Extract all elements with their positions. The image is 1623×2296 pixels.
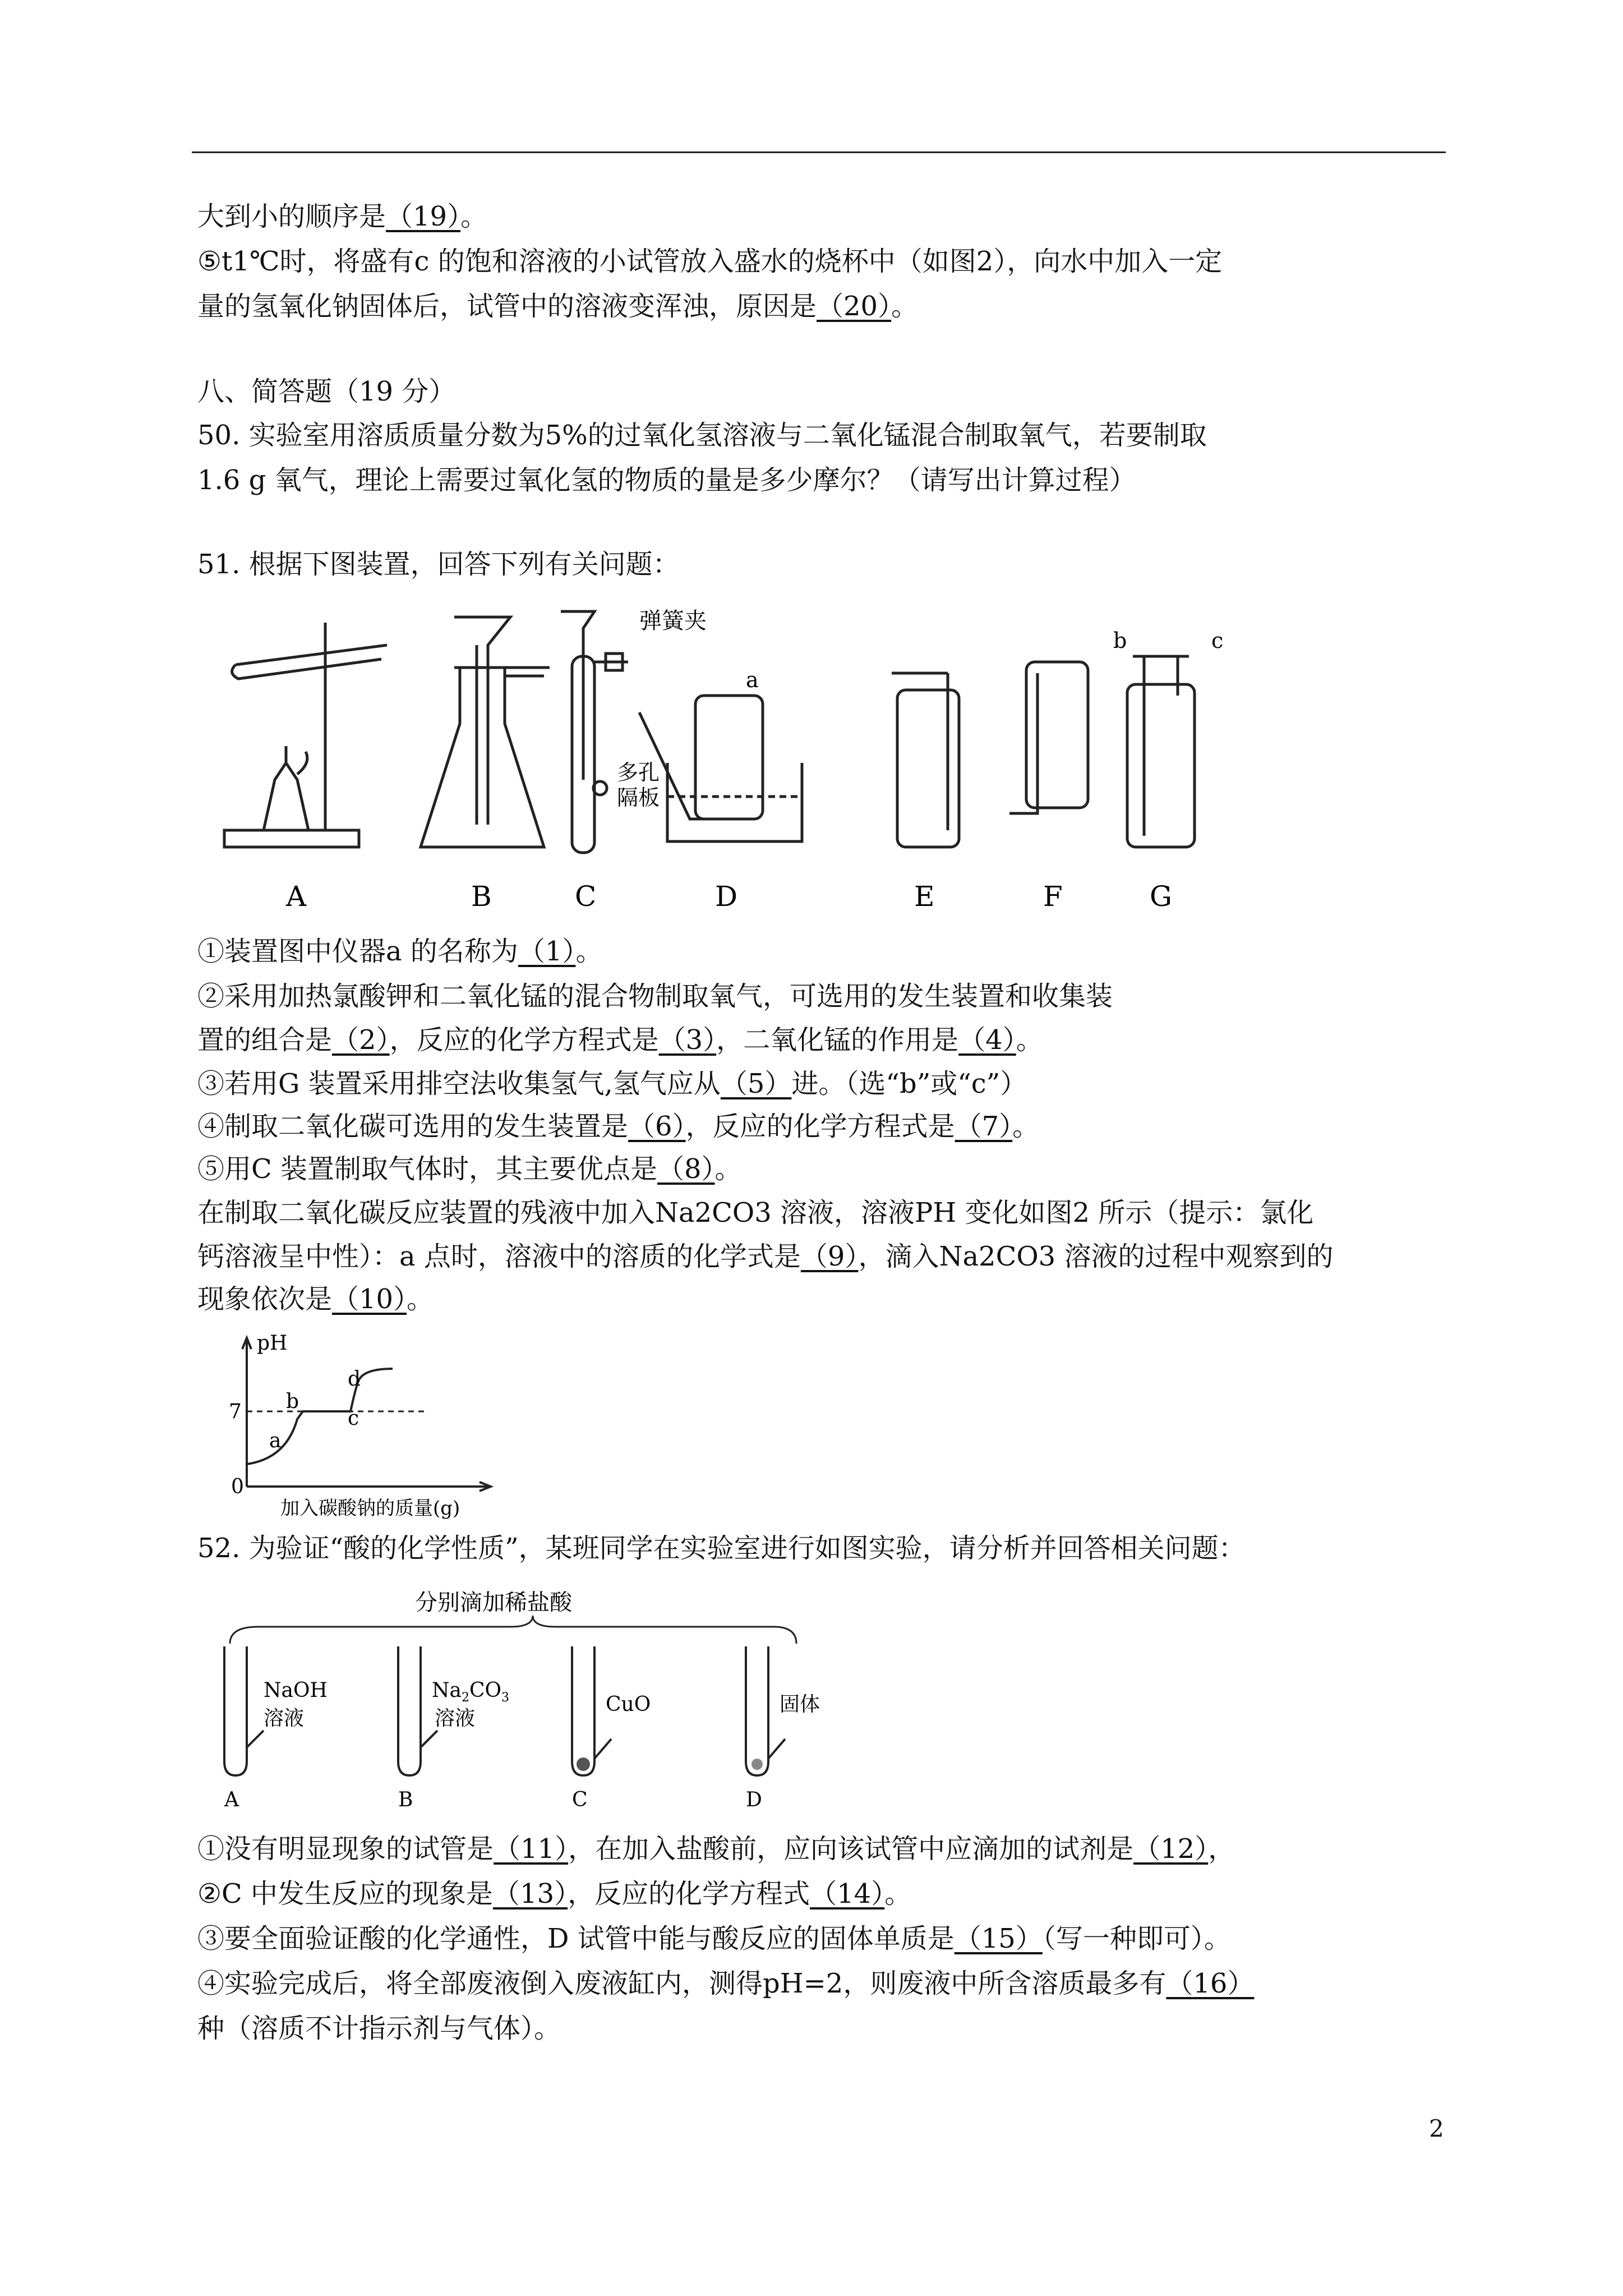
port-b-label: b xyxy=(1113,628,1127,653)
ph-axis-label: pH xyxy=(257,1332,288,1355)
point-label-c: c xyxy=(348,1407,359,1430)
ph-chart xyxy=(208,1324,522,1526)
question-52-title: 52. 为验证“酸的化学性质”，某班同学在实验室进行如图实验，请分析并回答相关问题： xyxy=(197,1533,1246,1564)
q51-part2: ②采用加热氯酸钾和二氧化锰的混合物制取氧气，可选用的发生装置和收集装 xyxy=(197,981,1113,1012)
porous-label: 多孔 xyxy=(617,760,660,785)
q52-part3: ③要全面验证酸的化学通性，D 试管中能与酸反应的固体单质是（15）（写一种即可）。 xyxy=(197,1923,1231,1954)
question-50: 50. 实验室用溶质质量分数为5%的过氧化氢溶液与二氧化锰混合制取氧气，若要制取 xyxy=(197,420,1207,451)
fig-heading: 分别滴加稀盐酸 xyxy=(415,1590,572,1616)
q51-part6-cont: 钙溶液呈中性）：a 点时，溶液中的溶质的化学式是（9），滴入Na2CO3 溶液的过程中观察到的 xyxy=(197,1241,1334,1272)
q51-part1: ①装置图中仪器a 的名称为（1）。 xyxy=(197,936,603,967)
apparatus-label-f: F xyxy=(1043,880,1063,913)
q51-part4: ④制取二氧化碳可选用的发生装置是（6），反应的化学方程式是（7）。 xyxy=(197,1111,1040,1142)
apparatus-label-g: G xyxy=(1150,880,1172,913)
tick-label-0: 0 xyxy=(231,1475,244,1498)
question-51-title: 51. 根据下图装置，回答下列有关问题： xyxy=(197,549,680,580)
apparatus-label-c: C xyxy=(575,880,597,913)
tube-label-b: B xyxy=(398,1788,413,1811)
tube-label-d: D xyxy=(746,1788,762,1811)
tube-label-a: A xyxy=(224,1788,239,1811)
header-rule xyxy=(192,151,1446,153)
point-label-d: d xyxy=(348,1368,361,1391)
text-line: 量的氢氧化钠固体后，试管中的溶液变浑浊，原因是（20）。 xyxy=(197,291,919,322)
page-number: 2 xyxy=(1429,2115,1444,2142)
q52-part4-cont: 种（溶质不计指示剂与气体）。 xyxy=(197,2013,561,2044)
q52-part2: ②C 中发生反应的现象是（13），反应的化学方程式（14）。 xyxy=(197,1878,912,1910)
text-line: ⑤t1℃时，将盛有c 的饱和溶液的小试管放入盛水的烧杯中（如图2），向水中加入一定 xyxy=(197,246,1223,277)
q52-part4: ④实验完成后，将全部废液倒入废液缸内，测得pH=2，则废液中所含溶质最多有（16） xyxy=(197,1968,1255,1999)
section-heading: 八、简答题（19 分） xyxy=(197,376,456,407)
ph-curve xyxy=(247,1369,393,1464)
instrument-a-label: a xyxy=(746,668,759,692)
porous-label-2: 隔板 xyxy=(617,785,660,810)
q51-part2-cont: 置的组合是（2），反应的化学方程式是（3），二氧化锰的作用是（4）。 xyxy=(197,1024,1043,1056)
tube-label-c: C xyxy=(572,1788,588,1811)
question-50-cont: 1.6 g 氧气，理论上需要过氧化氢的物质的量是多少摩尔？（请写出计算过程） xyxy=(197,464,1136,496)
tube-a-reagent: NaOH xyxy=(264,1679,328,1702)
q52-part1: ①没有明显现象的试管是（11），在加入盐酸前，应向该试管中应滴加的试剂是（12）， xyxy=(197,1833,1235,1865)
apparatus-label-a: A xyxy=(286,880,307,913)
tube-c-reagent: CuO xyxy=(606,1693,651,1716)
apparatus-label-e: E xyxy=(914,880,935,913)
text-line: 大到小的顺序是（19）。 xyxy=(197,201,488,232)
tube-b-solution: 溶液 xyxy=(435,1707,476,1730)
tube-d-reagent: 固体 xyxy=(780,1693,820,1716)
port-c-label: c xyxy=(1211,628,1224,653)
point-label-a: a xyxy=(269,1429,282,1452)
tube-b-reagent: $Na_2CO_3$ xyxy=(432,1679,510,1705)
q51-part6-cont2: 现象依次是（10）。 xyxy=(197,1283,434,1315)
tick-label-7: 7 xyxy=(229,1400,242,1423)
tube-a-solution: 溶液 xyxy=(264,1707,305,1730)
point-label-b: b xyxy=(286,1390,299,1413)
apparatus-label-b: B xyxy=(471,880,492,913)
spring-clip-label: 弹簧夹 xyxy=(639,608,707,634)
x-axis-label: 加入碳酸钠的质量(g) xyxy=(280,1497,460,1520)
apparatus-figure xyxy=(213,595,1251,920)
q51-part6: 在制取二氧化碳反应装置的残液中加入Na2CO3 溶液，溶液PH 变化如图2 所示（提示：氯化 xyxy=(197,1197,1314,1228)
apparatus-label-d: D xyxy=(715,880,738,913)
test-tubes-figure xyxy=(213,1576,886,1812)
q51-part5: ⑤用C 装置制取气体时，其主要优点是（8）。 xyxy=(197,1153,742,1185)
q51-part3: ③若用G 装置采用排空法收集氢气,氢气应从（5）进。（选“b”或“c”） xyxy=(197,1068,1027,1099)
